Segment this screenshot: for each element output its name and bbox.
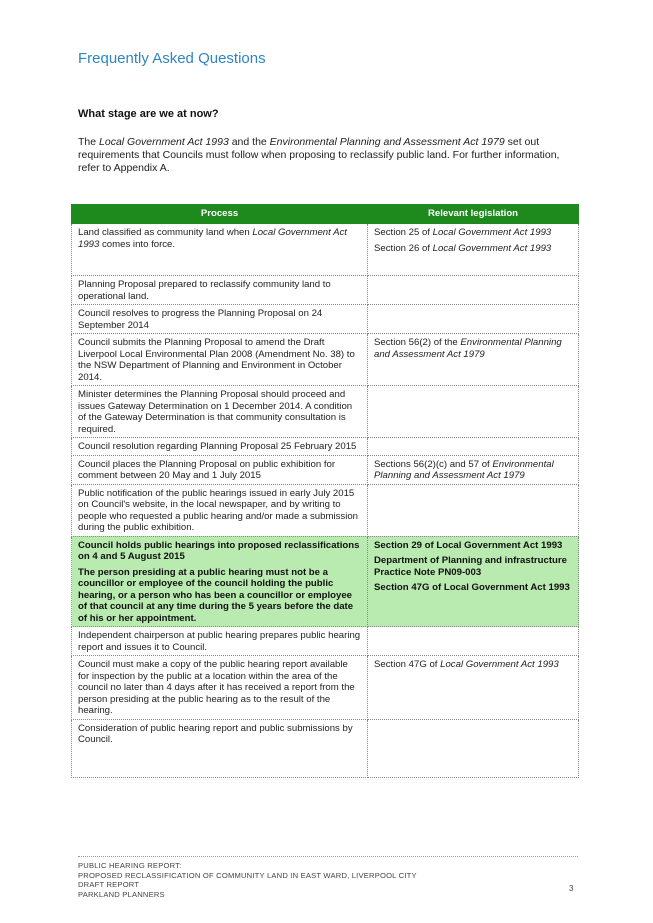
process-cell: Independent chairperson at public hearing prepares public hearing report and issues it to Council. [72, 627, 368, 656]
process-cell: Council resolution regarding Planning Proposal 25 February 2015 [72, 438, 368, 456]
table-row [72, 386, 579, 438]
legislation-text: Section 26 of [374, 242, 433, 254]
table-row [72, 305, 579, 334]
process-cell: Planning Proposal prepared to reclassify community land to operational land. [72, 276, 368, 305]
process-cell: Council places the Planning Proposal on public exhibition for comment between 20 May and 1 July 2015 [72, 455, 368, 484]
legislation-text: Section 47G of Local Government Act 1993 [374, 582, 570, 593]
intro-text-3: set out requirements that Councils must follow when proposing to reclassify public land. For further information, refer to Appendix A. [78, 136, 560, 174]
table-header-row [72, 205, 579, 224]
legislation-text: Section 47G of [374, 659, 441, 670]
table-row [72, 484, 579, 536]
process-cell: Council submits the Planning Proposal to amend the Draft Liverpool Local Environmental Plan 2008 (Amendment No. 38) to the NSW Department of Planning and Environment in October 2014. [72, 334, 368, 386]
legislation-cell [368, 656, 579, 720]
intro-paragraph [78, 136, 578, 175]
legislation-cell [368, 719, 579, 777]
table-row [72, 627, 579, 656]
legislation-cell [368, 438, 579, 456]
legislation-text: Section 56(2) of the [374, 337, 461, 348]
process-cell [72, 224, 368, 276]
page-number: 3 [569, 884, 574, 893]
header-legislation: Relevant legislation [368, 205, 579, 224]
legislation-text: Department of Planning and infrastructure Practice Note PN09-003 [374, 555, 567, 578]
intro-text-2: and the [228, 136, 270, 148]
process-cell [72, 536, 368, 627]
process-cell: Minister determines the Planning Proposal should proceed and issues Gateway Determination on 1 December 2014. A condition of the Gateway Determination is that community consultation is required. [72, 386, 368, 438]
footer-line: PARKLAND PLANNERS [78, 889, 165, 899]
legislation-act: Local Government Act 1993 [432, 242, 552, 254]
legislation-text: Section 29 of Local Government Act 1993 [374, 539, 563, 551]
table-row [72, 656, 579, 720]
legislation-act: Local Government Act 1993 [432, 227, 552, 238]
legislation-cell [368, 627, 579, 656]
process-cell: Council must make a copy of the public hearing report available for inspection by the public at a location within the area of the council no later than 4 days after it has received a report from the person presiding at the public hearing as to the result of the hearing. [72, 656, 368, 720]
process-text: comes into force. [99, 238, 176, 250]
process-cell: Council resolves to progress the Planning Proposal on 24 September 2014 [72, 305, 368, 334]
process-text: Council holds public hearings into proposed reclassifications on 4 and 5 August 2015 [78, 539, 360, 562]
intro-act-2: Environmental Planning and Assessment Act 1979 [269, 136, 505, 148]
table-row [72, 334, 579, 386]
intro-act-1: Local Government Act 1993 [99, 136, 229, 148]
intro-text-1: The [78, 136, 100, 148]
legislation-act: Local Government Act 1993 [440, 659, 559, 670]
process-text: Land classified as community land when [78, 227, 253, 238]
process-text: The person presiding at a public hearing must not be a councillor or employee of the council holding the public hearing, or a person who has been a councillor or employee of that council at any time during the 5 years before the date of his or her appointment. [78, 566, 354, 624]
table-row [72, 438, 579, 456]
legislation-cell [368, 305, 579, 334]
table-row [72, 719, 579, 777]
legislation-act: Environmental Planning and Assessment Act 1979 [374, 458, 554, 481]
table-row [72, 276, 579, 305]
process-table [71, 204, 579, 778]
legislation-cell [368, 386, 579, 438]
process-cell: Public notification of the public hearings issued in early July 2015 on Council's website, in the local newspaper, and by writing to people who requested a public hearing and/or made a submission during the public exhibition. [72, 484, 368, 536]
table-row [72, 224, 579, 276]
footer-line: PUBLIC HEARING REPORT: [78, 861, 182, 870]
legislation-cell [368, 455, 579, 484]
legislation-cell [368, 484, 579, 536]
footer-line: DRAFT REPORT [78, 880, 140, 890]
legislation-text: Sections 56(2)(c) and 57 of [374, 458, 493, 470]
process-cell: Consideration of public hearing report and public submissions by Council. [72, 719, 368, 777]
legislation-cell [368, 334, 579, 386]
legislation-act: Environmental Planning and Assessment Act 1979 [374, 337, 562, 360]
legislation-text: Section 25 of [374, 227, 433, 238]
table-row [72, 455, 579, 484]
header-process: Process [72, 205, 368, 224]
page-title: Frequently Asked Questions [78, 50, 266, 67]
page-footer [78, 856, 578, 899]
legislation-cell [368, 276, 579, 305]
process-act: Local Government Act 1993 [78, 227, 347, 250]
legislation-cell [368, 536, 579, 627]
footer-line: PROPOSED RECLASSIFICATION OF COMMUNITY LAND IN EAST WARD, LIVERPOOL CITY [78, 870, 417, 880]
legislation-cell [368, 224, 579, 276]
section-question: What stage are we at now? [78, 108, 219, 120]
table-row-highlighted [72, 536, 579, 627]
